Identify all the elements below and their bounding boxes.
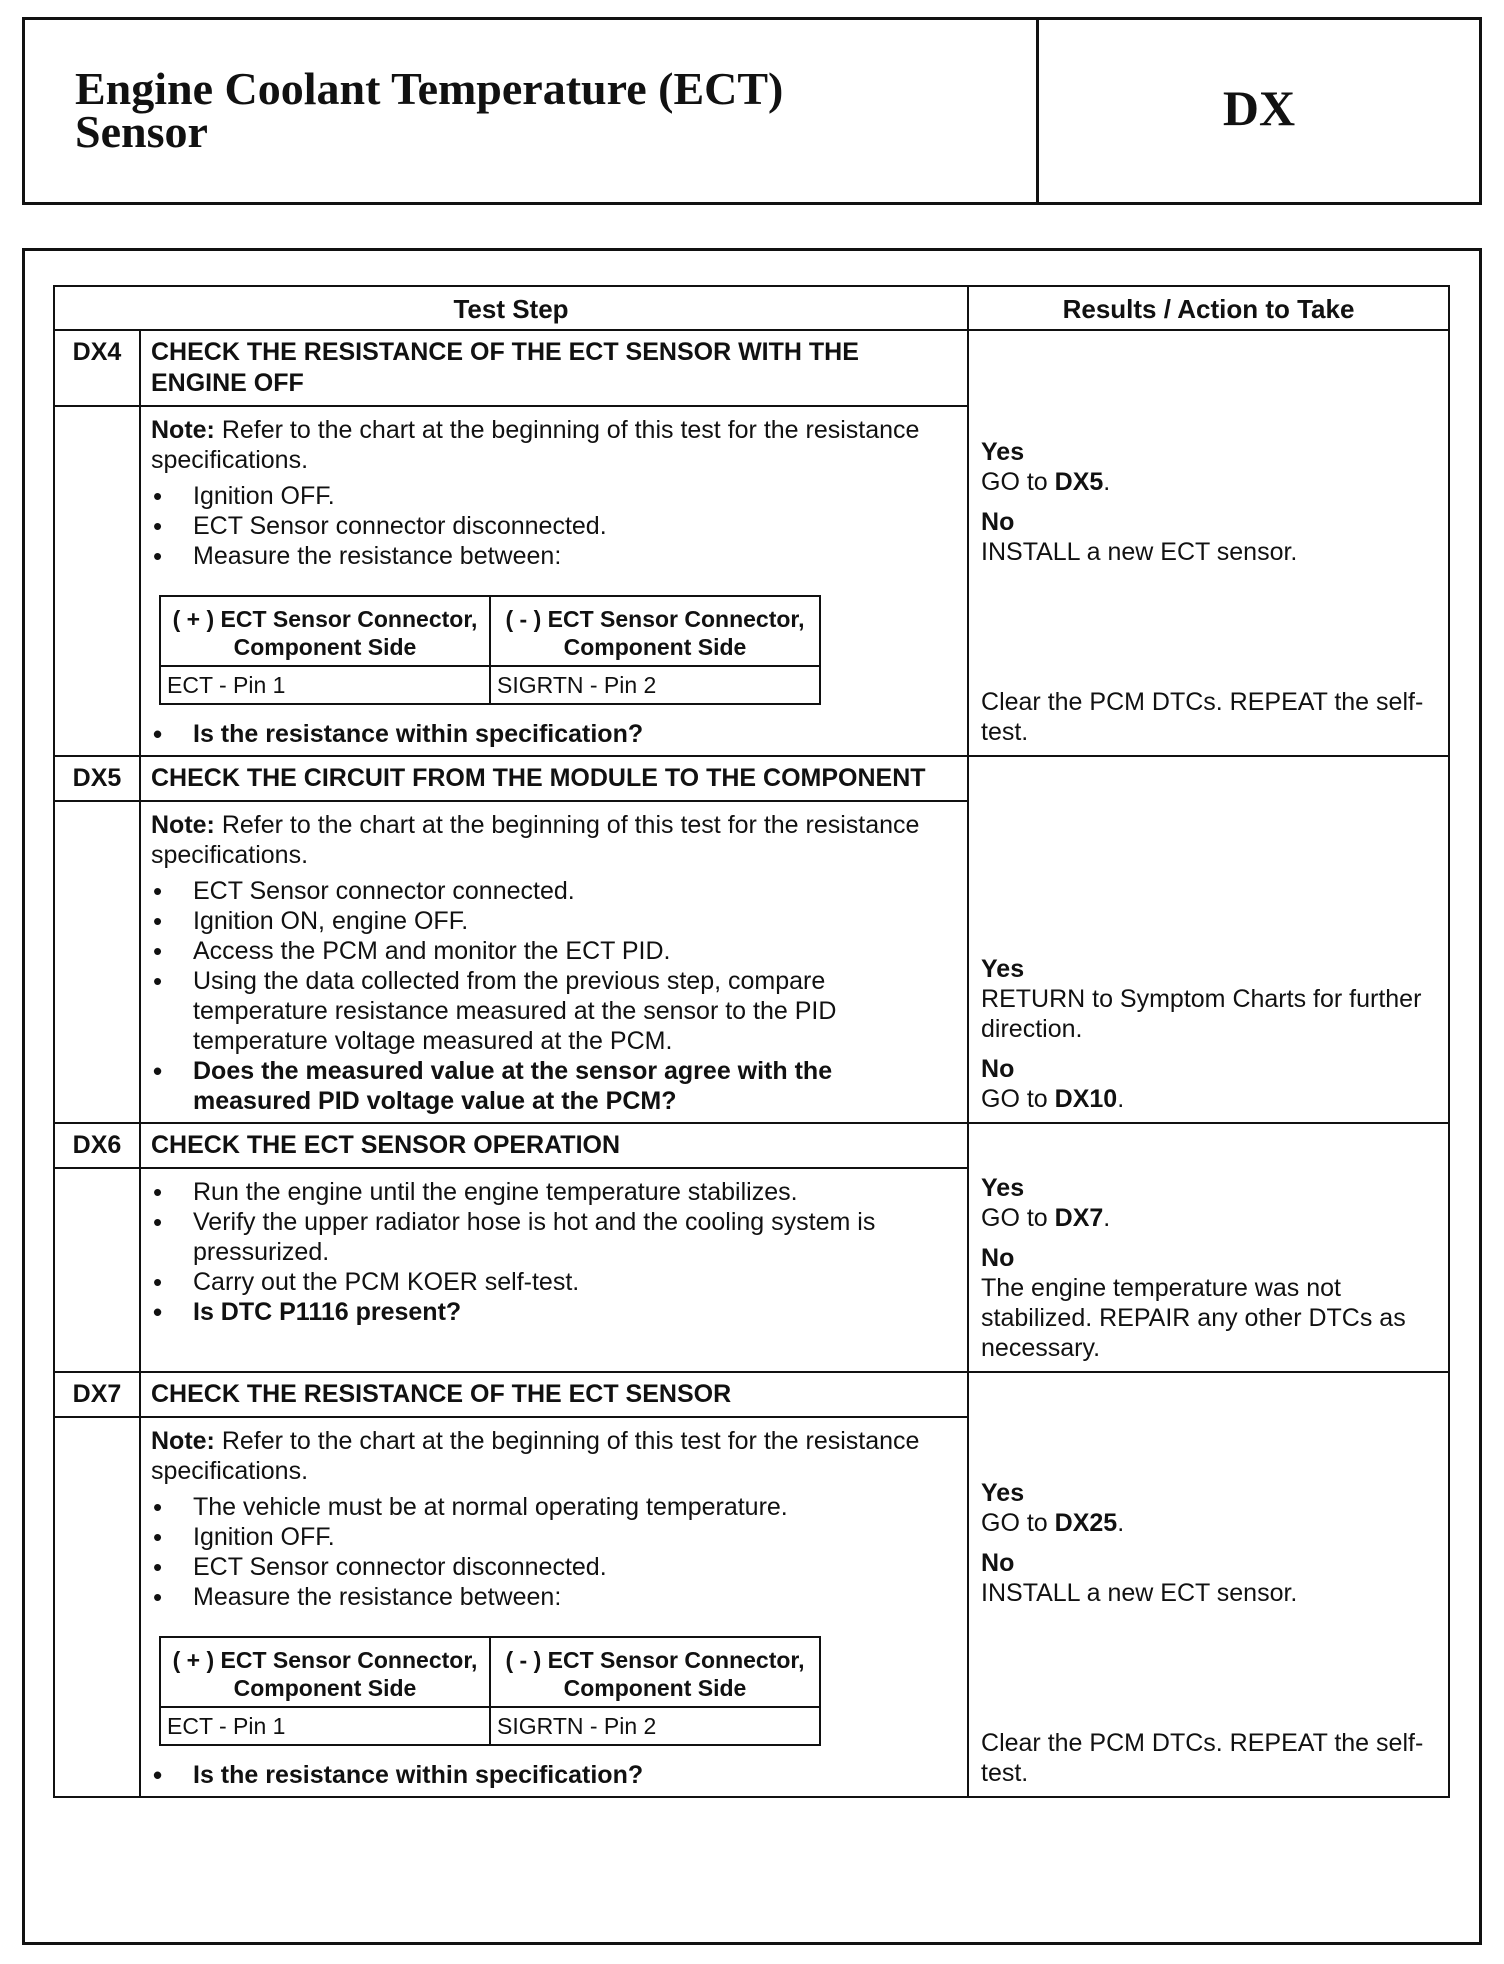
result-yes-label: Yes (981, 1174, 1025, 1202)
step-question: • Is the resistance within specification? (151, 719, 937, 749)
result-yes-label: Yes (981, 438, 1025, 466)
step-bullet: • Access the PCM and monitor the ECT PID. (151, 936, 937, 966)
measurement-header-negative: ( - ) ECT Sensor Connector, Component Side (490, 1637, 820, 1707)
result-no-action: INSTALL a new ECT sensor. (981, 1579, 1298, 1607)
measurement-header-positive: ( + ) ECT Sensor Connector, Component Side (160, 1637, 490, 1707)
step-title-dx7: CHECK THE RESISTANCE OF THE ECT SENSOR (140, 1372, 968, 1417)
page-title-line-1: Engine Coolant Temperature (ECT) (75, 63, 784, 114)
column-header-results: Results / Action to Take (968, 286, 1449, 330)
step-bullet: • Using the data collected from the previous step, compare temperature resistance measured at the sensor to the PID temperature voltage measured at the PCM. (151, 966, 937, 1056)
result-no-action: INSTALL a new ECT sensor. (981, 538, 1298, 566)
step-row-dx7-title (54, 1372, 1449, 1417)
step-note: Note: Refer to the chart at the beginning of this test for the resistance specifications. (151, 1427, 920, 1485)
result-yes-target: DX25 (1054, 1509, 1118, 1537)
step-code-dx4: DX4 (54, 330, 140, 406)
page-title (25, 20, 1039, 202)
result-no-label: No (981, 1055, 1015, 1083)
result-yes-target: DX7 (1054, 1204, 1104, 1232)
result-yes-target: DX5 (1054, 468, 1104, 496)
step-bullet: • Ignition OFF. (151, 481, 937, 511)
page-title-line-2: Sensor (75, 106, 208, 157)
step-body-dx7 (140, 1417, 968, 1797)
page-header (22, 17, 1482, 205)
step-body-dx4 (140, 406, 968, 756)
step-bullet: • Measure the resistance between: (151, 541, 937, 571)
step-title-dx5: CHECK THE CIRCUIT FROM THE MODULE TO THE COMPONENT (140, 756, 968, 801)
step-note: Note: Refer to the chart at the beginning of this test for the resistance specifications. (151, 811, 920, 869)
section-code: DX (1222, 80, 1296, 136)
step-bullet: • Carry out the PCM KOER self-test. (151, 1267, 937, 1297)
step-bullet: • ECT Sensor connector disconnected. (151, 1552, 937, 1582)
result-no-action: The engine temperature was not stabilized. REPAIR any other DTCs as necessary. (981, 1274, 1406, 1362)
result-yes-label: Yes (981, 1479, 1025, 1507)
step-question: • Does the measured value at the sensor agree with the measured PID voltage value at the PCM? (151, 1056, 937, 1116)
result-no-target: DX10 (1054, 1085, 1118, 1113)
step-row-dx6-title (54, 1123, 1449, 1168)
step-title-dx4: CHECK THE RESISTANCE OF THE ECT SENSOR WITH THE ENGINE OFF (140, 330, 968, 406)
step-result-dx4 (968, 330, 1449, 756)
step-result-dx6 (968, 1123, 1449, 1372)
result-clear-note: Clear the PCM DTCs. REPEAT the self-test. (981, 1729, 1424, 1787)
step-note: Note: Refer to the chart at the beginning of this test for the resistance specifications. (151, 416, 920, 474)
step-bullet: • The vehicle must be at normal operating temperature. (151, 1492, 937, 1522)
step-bullet: • Run the engine until the engine temperature stabilizes. (151, 1177, 937, 1207)
step-code-dx7: DX7 (54, 1372, 140, 1417)
result-yes-action: GO to DX25. (981, 1509, 1125, 1537)
step-body-dx5 (140, 801, 968, 1123)
step-question-list (151, 1760, 937, 1790)
step-body-dx6 (140, 1168, 968, 1372)
result-no-action: GO to DX10. (981, 1085, 1125, 1113)
measurement-cell-positive: ECT - Pin 1 (160, 1707, 490, 1745)
result-yes-label: Yes (981, 955, 1025, 983)
measurement-header-positive: ( + ) ECT Sensor Connector, Component Side (160, 596, 490, 666)
result-no-label: No (981, 1244, 1015, 1272)
step-row-dx4-title (54, 330, 1449, 406)
step-bullet-list (151, 1492, 937, 1612)
step-result-dx7 (968, 1372, 1449, 1797)
measurement-cell-positive: ECT - Pin 1 (160, 666, 490, 704)
step-bullet: • Measure the resistance between: (151, 1582, 937, 1612)
result-no-label: No (981, 508, 1015, 536)
step-bullet: • ECT Sensor connector connected. (151, 876, 937, 906)
result-no-label: No (981, 1549, 1015, 1577)
test-step-table (53, 285, 1450, 1798)
result-clear-note: Clear the PCM DTCs. REPEAT the self-test. (981, 688, 1424, 746)
result-yes-action: GO to DX5. (981, 468, 1111, 496)
step-bullet: • Ignition ON, engine OFF. (151, 906, 937, 936)
step-row-dx5-title (54, 756, 1449, 801)
step-bullet: • Ignition OFF. (151, 1522, 937, 1552)
step-result-dx5 (968, 756, 1449, 1123)
step-code-dx6: DX6 (54, 1123, 140, 1168)
measurement-header-negative: ( - ) ECT Sensor Connector, Component Side (490, 596, 820, 666)
measurement-cell-negative: SIGRTN - Pin 2 (490, 666, 820, 704)
result-yes-action: GO to DX7. (981, 1204, 1111, 1232)
step-code-spacer (54, 1417, 140, 1797)
step-question: • Is the resistance within specification? (151, 1760, 937, 1790)
measurement-cell-negative: SIGRTN - Pin 2 (490, 1707, 820, 1745)
measurement-table (159, 595, 821, 705)
step-question-list (151, 719, 937, 749)
column-header-test-step: Test Step (54, 286, 968, 330)
step-title-dx6: CHECK THE ECT SENSOR OPERATION (140, 1123, 968, 1168)
step-code-spacer (54, 1168, 140, 1372)
step-bullet-list (151, 481, 937, 571)
step-code-spacer (54, 801, 140, 1123)
step-bullet-list (151, 876, 937, 1116)
step-question: • Is DTC P1116 present? (151, 1297, 937, 1327)
step-code-spacer (54, 406, 140, 756)
table-header-row (54, 286, 1449, 330)
step-code-dx5: DX5 (54, 756, 140, 801)
step-bullet: • ECT Sensor connector disconnected. (151, 511, 937, 541)
step-bullet-list (151, 1177, 937, 1327)
step-bullet: • Verify the upper radiator hose is hot and the cooling system is pressurized. (151, 1207, 937, 1267)
result-yes-action: RETURN to Symptom Charts for further direction. (981, 985, 1422, 1043)
measurement-table (159, 1636, 821, 1746)
